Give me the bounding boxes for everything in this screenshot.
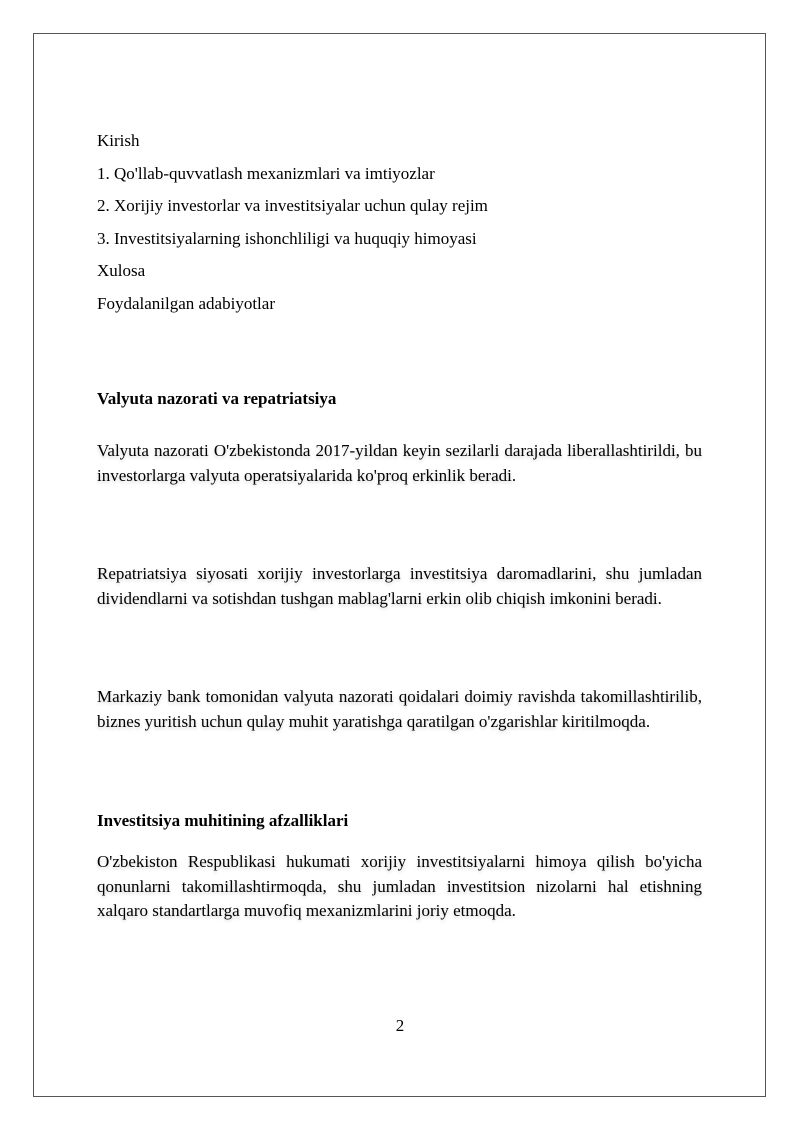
paragraph-investment-protection: O'zbekiston Respublikasi hukumati xorijiy investitsiyalarni himoya qilish bo'yicha qonunlarni takomillashtirmoqda, shu jumladan investitsion nizolarni hal etishning xalqaro standartlarga muvofiq mexanizmlarini joriy etmoqda.: [97, 852, 702, 920]
paragraph-repatriation-policy: Repatriatsiya siyosati xorijiy investorlarga investitsiya daromadlarini, shu jumladan dividendlarni va sotishdan tushgan mablag'larni erkin olib chiqish imkonini beradi.: [97, 564, 702, 608]
paragraph-currency-liberalization: Valyuta nazorati O'zbekistonda 2017-yildan keyin sezilarli darajada liberallashtirildi, bu investorlarga valyuta operatsiyalarida ko'proq erkinlik beradi.: [97, 441, 702, 485]
section-heading-currency-control: Valyuta nazorati va repatriatsiya: [97, 389, 337, 408]
paragraph-central-bank-rules: Markaziy bank tomonidan valyuta nazorati qoidalari doimiy ravishda takomillashtirilib, biznes yuritish uchun qulay muhit yaratishga qaratilgan o'zgarishlar kiritilmoqda.: [97, 687, 702, 731]
page-number: 2: [395, 1016, 405, 1035]
toc-item-intro: Kirish: [97, 131, 140, 150]
toc-item-3: 3. Investitsiyalarning ishonchliligi va huquqiy himoyasi: [97, 228, 477, 248]
toc-item-2: 2. Xorijiy investorlar va investitsiyalar uchun qulay rejim: [97, 196, 488, 215]
table-of-contents: [97, 129, 707, 324]
toc-item-references: Foydalanilgan adabiyotlar: [97, 293, 275, 313]
toc-item-conclusion: Xulosa: [97, 261, 146, 280]
section-heading-investment-advantages: Investitsiya muhitining afzalliklari: [97, 811, 349, 830]
toc-item-1: 1. Qo'llab-quvvatlash mexanizmlari va imtiyozlar: [97, 163, 435, 183]
